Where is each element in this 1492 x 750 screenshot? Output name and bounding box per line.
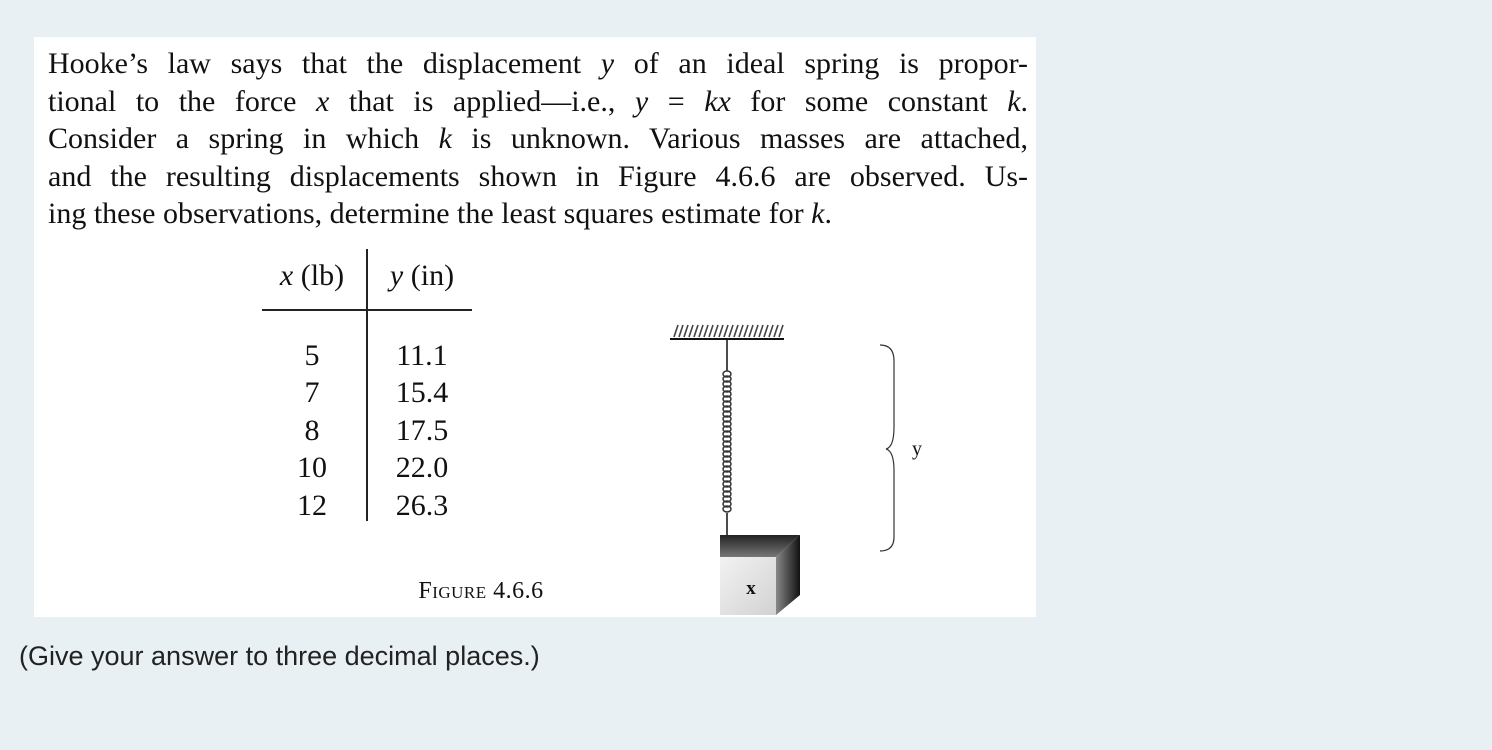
hatch-stroke xyxy=(699,325,703,337)
cell-x: 7 xyxy=(304,376,320,409)
hatch-stroke xyxy=(674,325,678,337)
hatch-stroke xyxy=(694,325,698,337)
hatch-stroke xyxy=(744,325,748,337)
hatch-stroke xyxy=(709,325,713,337)
problem-line-2: tional to the force x that is applied—i.e., y = kx for some constant k. xyxy=(48,84,1029,118)
problem-line-5: ing these observations, determine the least squares estimate for k. xyxy=(48,197,832,230)
hatch-stroke xyxy=(769,325,773,337)
header-x: x (lb) xyxy=(279,259,345,292)
hatch-stroke xyxy=(764,325,768,337)
table-header-rule xyxy=(262,309,472,311)
displacement-label: y xyxy=(912,438,922,460)
hatch-stroke xyxy=(724,325,728,337)
cell-x: 12 xyxy=(297,489,327,522)
header-y: y (in) xyxy=(389,259,455,292)
cell-x: 8 xyxy=(304,414,320,447)
cell-x: 10 xyxy=(297,451,327,484)
problem-card xyxy=(34,37,1036,617)
cell-y: 15.4 xyxy=(395,376,449,409)
mass-label: x xyxy=(746,578,756,599)
hatch-stroke xyxy=(729,325,733,337)
hatch-stroke xyxy=(774,325,778,337)
answer-instruction: (Give your answer to three decimal places.) xyxy=(19,641,540,671)
cell-x: 5 xyxy=(304,339,320,372)
cell-y: 11.1 xyxy=(396,339,448,372)
hatch-stroke xyxy=(719,325,723,337)
hatch-stroke xyxy=(734,325,738,337)
cell-y: 26.3 xyxy=(395,489,449,522)
hatch-stroke xyxy=(679,325,683,337)
data-table xyxy=(262,249,474,521)
problem-line-3: Consider a spring in which k is unknown. Various masses are attached, xyxy=(48,122,1028,155)
hatch-stroke xyxy=(749,325,753,337)
table-vertical-rule xyxy=(366,249,368,521)
hatch-stroke xyxy=(684,325,688,337)
displacement-brace-icon xyxy=(880,345,894,551)
problem-line-1: Hooke’s law says that the displacement y of an ideal spring is propor- xyxy=(48,47,1028,80)
hatch-stroke xyxy=(689,325,693,337)
problem-line-4: and the resulting displacements shown in Figure 4.6.6 are observed. Us- xyxy=(48,159,1028,193)
spring-diagram xyxy=(654,277,924,599)
hatch-stroke xyxy=(759,325,763,337)
cell-y: 17.5 xyxy=(395,414,449,447)
spring-coil-icon xyxy=(723,371,731,512)
hatch-stroke xyxy=(739,325,743,337)
hatch-stroke xyxy=(714,325,718,337)
figure-caption: Figure 4.6.6 xyxy=(418,578,544,604)
hatch-stroke xyxy=(779,325,783,337)
problem-statement xyxy=(48,45,1028,233)
hatch-stroke xyxy=(704,325,708,337)
mass-block-icon xyxy=(720,535,800,615)
hatch-stroke xyxy=(754,325,758,337)
ceiling-hatch-icon xyxy=(670,325,784,339)
cell-y: 22.0 xyxy=(395,451,449,484)
